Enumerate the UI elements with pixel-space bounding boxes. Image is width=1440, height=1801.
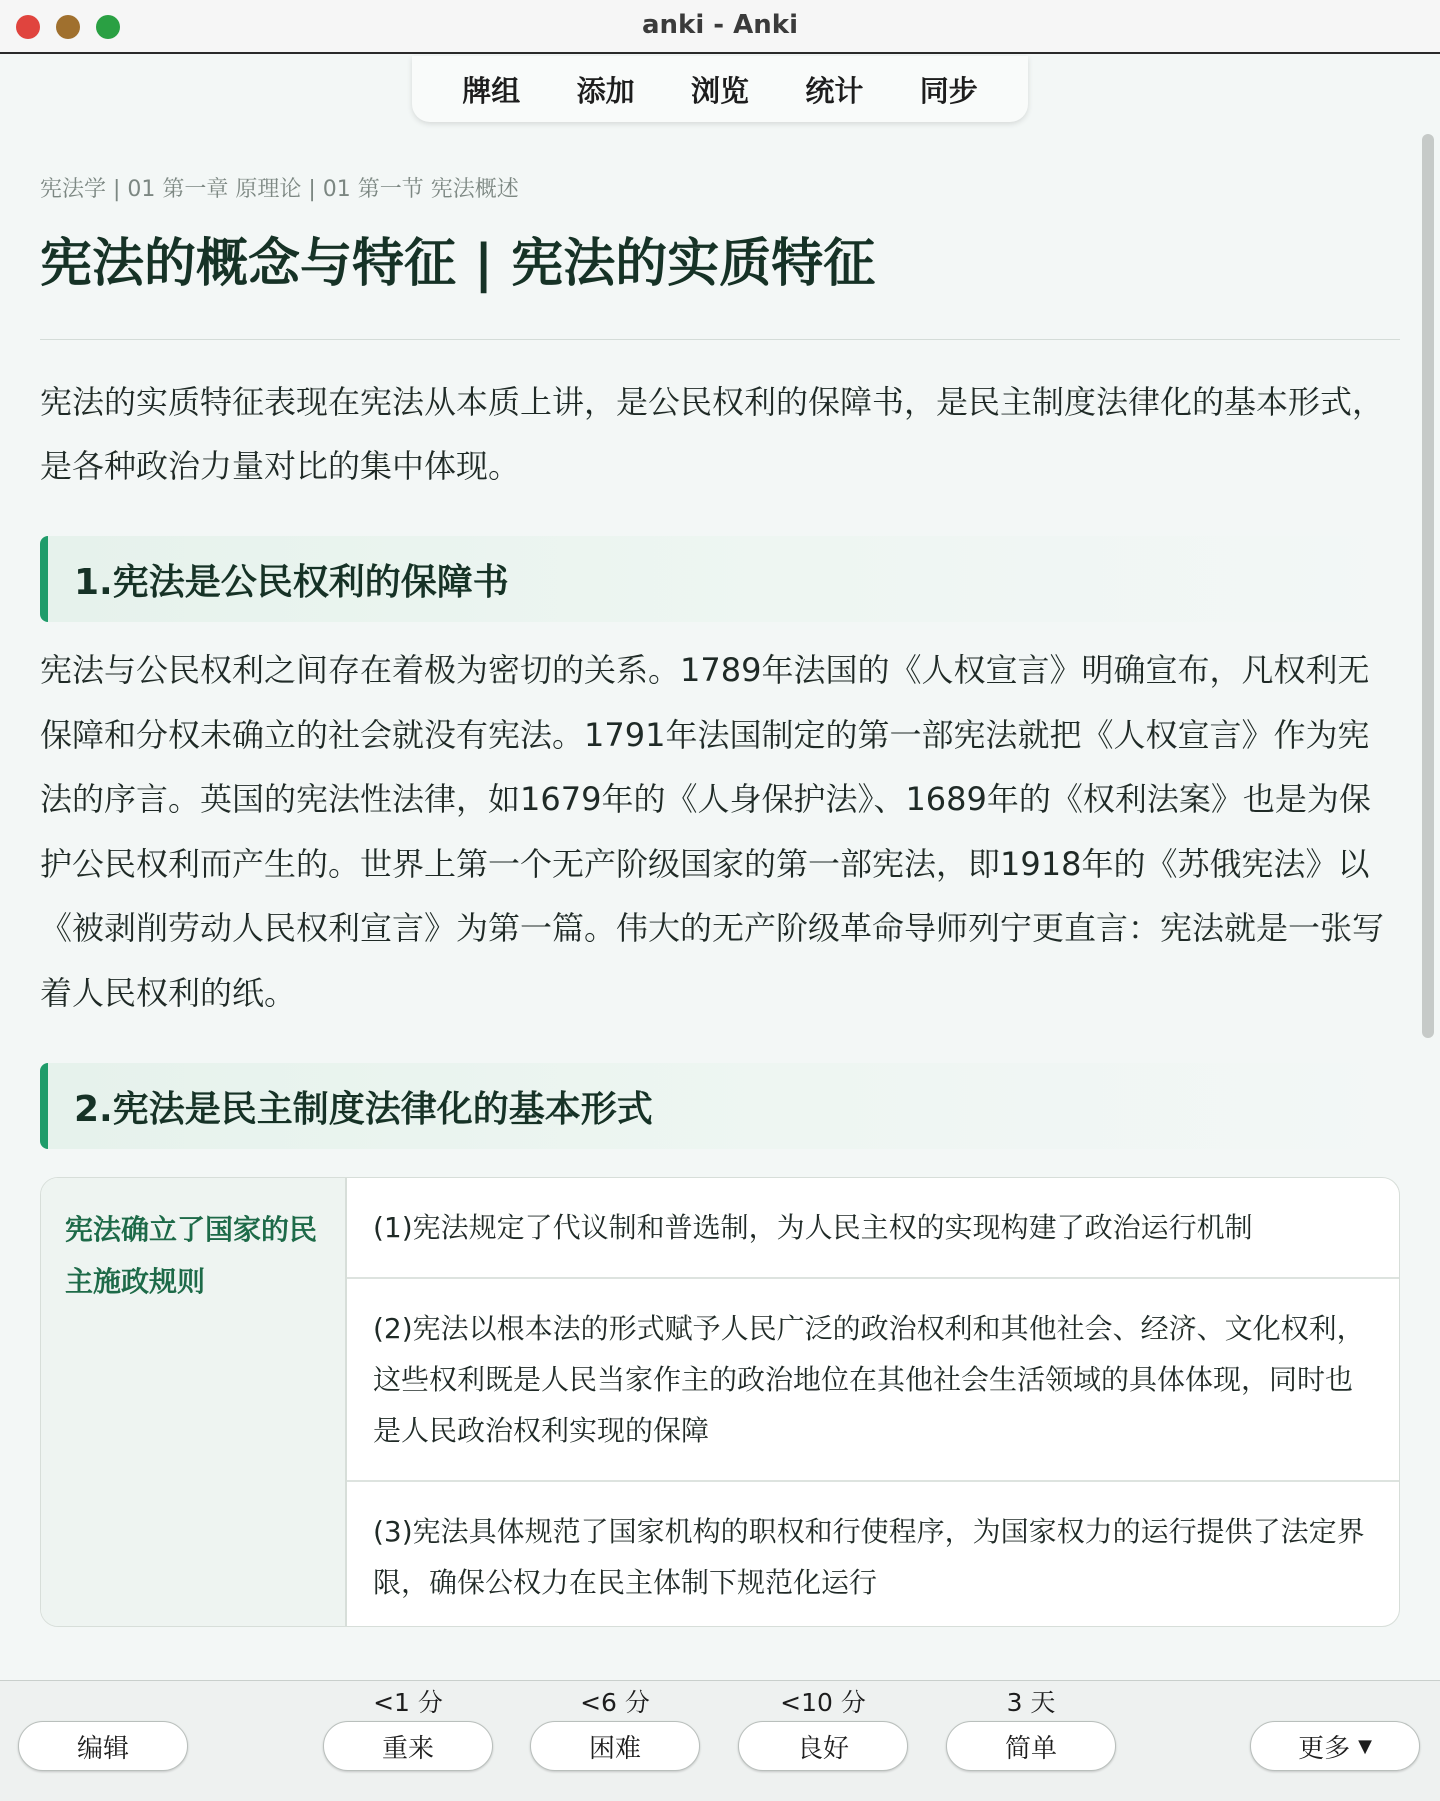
- section-heading-1: [40, 536, 1400, 622]
- good-interval: <10 分: [780, 1688, 866, 1717]
- more-button[interactable]: [1250, 1721, 1420, 1771]
- easy-interval: 3 天: [1006, 1688, 1056, 1717]
- hard-interval: <6 分: [580, 1688, 650, 1717]
- card-content: [40, 150, 1400, 1627]
- good-button[interactable]: [738, 1721, 908, 1771]
- hard-button-label: 困难: [588, 1733, 641, 1764]
- nav-sync[interactable]: 同步: [919, 73, 978, 108]
- rules-table-rows: [347, 1178, 1399, 1626]
- easy-button-label: 简单: [1004, 1733, 1057, 1764]
- nav-decks[interactable]: 牌组: [462, 73, 521, 108]
- again-interval: <1 分: [373, 1688, 443, 1717]
- good-button-label: 良好: [796, 1733, 849, 1764]
- section-heading-2-text: 2.宪法是民主制度法律化的基本形式: [74, 1088, 653, 1130]
- top-nav: [412, 56, 1028, 122]
- breadcrumb: 宪法学 | 01 第一章 原理论 | 01 第一节 宪法概述: [40, 177, 519, 202]
- section-heading-2: [40, 1063, 1400, 1149]
- answer-bar: [0, 1680, 1440, 1801]
- nav-stats[interactable]: 统计: [805, 73, 864, 108]
- edit-button-label: 编辑: [76, 1733, 129, 1764]
- divider: [40, 339, 1400, 340]
- edit-button[interactable]: [18, 1721, 188, 1771]
- nav-browse[interactable]: 浏览: [690, 73, 749, 108]
- section-heading-1-text: 1.宪法是公民权利的保障书: [74, 561, 509, 603]
- section-1-body: 宪法与公民权利之间存在着极为密切的关系。1789年法国的《人权宣言》明确宣布，凡权利无保障和分权未确立的社会就没有宪法。1791年法国制定的第一部宪法就把《人权宣言》作为宪法的序言。英国的宪法性法律，如1679年的《人身保护法》、1689年的《权利法案》也是为保护公民权利而产生的。世界上第一个无产阶级国家的第一部宪法，即1918年的《苏俄宪法》以《被剥削劳动人民权利宣言》为第一篇。伟大的无产阶级革命导师列宁更直言：宪法就是一张写着人民权利的纸。: [40, 651, 1385, 1012]
- again-button-label: 重来: [381, 1733, 434, 1764]
- window-titlebar: [0, 0, 1440, 54]
- vertical-scrollbar[interactable]: [1422, 134, 1434, 1038]
- table-row: (2)宪法以根本法的形式赋予人民广泛的政治权利和其他社会、经济、文化权利，这些权利既是人民当家作主的政治地位在其他社会生活领域的具体体现，同时也是人民政治权利实现的保障: [347, 1279, 1399, 1482]
- table-row: (3)宪法具体规范了国家机构的职权和行使程序，为国家权力的运行提供了法定界限，确保公权力在民主体制下规范化运行: [373, 1515, 1365, 1600]
- page-title: 宪法的概念与特征 | 宪法的实质特征: [40, 234, 876, 294]
- more-button-label: 更多: [1298, 1733, 1351, 1764]
- again-button[interactable]: [323, 1721, 493, 1771]
- hard-button[interactable]: [530, 1721, 700, 1771]
- intro-paragraph: 宪法的实质特征表现在宪法从本质上讲，是公民权利的保障书，是民主制度法律化的基本形式，是各种政治力量对比的集中体现。: [40, 383, 1385, 486]
- rules-table-header-cell: 宪法确立了国家的民主施政规则: [41, 1178, 347, 1626]
- rules-table: [40, 1177, 1400, 1627]
- window-title: anki - Anki: [642, 10, 798, 40]
- easy-button[interactable]: [946, 1721, 1116, 1771]
- table-row: (1)宪法规定了代议制和普选制，为人民主权的实现构建了政治运行机制: [347, 1178, 1399, 1279]
- caret-down-icon: ▼: [1358, 1735, 1372, 1757]
- nav-add[interactable]: 添加: [576, 73, 635, 108]
